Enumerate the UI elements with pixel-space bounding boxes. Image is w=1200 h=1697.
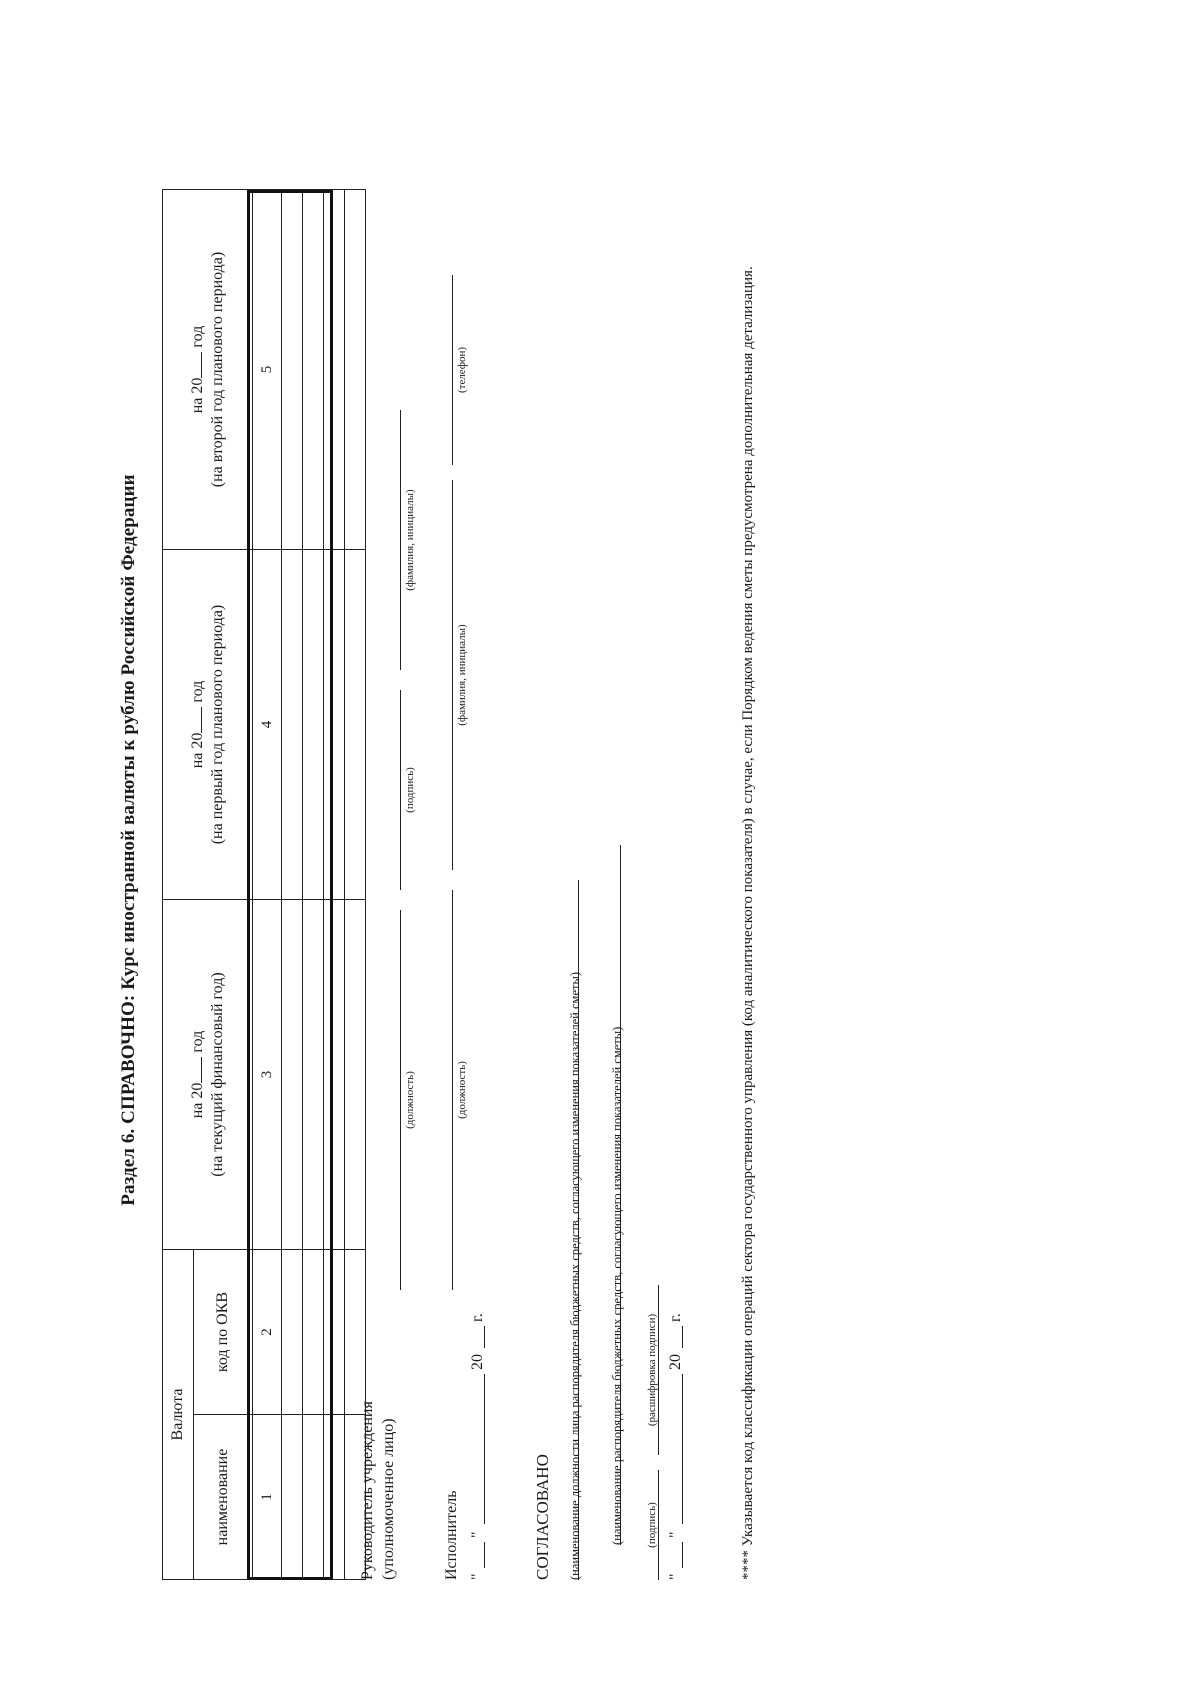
table-row xyxy=(303,190,324,1580)
table-row xyxy=(324,190,345,1580)
header-second-plan-year xyxy=(163,190,253,550)
header-second-plan-year-word: год xyxy=(189,325,206,348)
agreed-date-quote-open: " xyxy=(667,1573,684,1580)
header-currency-code: код по ОКВ xyxy=(194,1250,253,1415)
agreed-date-month-line[interactable] xyxy=(682,1374,683,1524)
head-position-line[interactable] xyxy=(400,910,401,1290)
section-title: Раздел 6. СПРАВОЧНО: Курс иностранной валюты к рублю Российской Федерации xyxy=(118,474,139,1206)
date-quote-close: " xyxy=(469,1531,486,1538)
date-quote-open: " xyxy=(469,1573,486,1580)
header-second-plan-year-desc: (на второй год планового периода) xyxy=(209,251,226,488)
column-number-row xyxy=(253,190,282,1580)
header-second-plan-year-prefix: на 20 xyxy=(189,377,206,414)
table-row xyxy=(345,190,366,1580)
agreed-heading: СОГЛАСОВАНО xyxy=(533,1454,552,1580)
agreed-date-year-line[interactable] xyxy=(682,1326,683,1348)
header-current-year-word: год xyxy=(189,1030,206,1053)
table-cell[interactable] xyxy=(282,550,303,900)
head-position-caption: (должность) xyxy=(404,1071,416,1129)
table-cell[interactable] xyxy=(303,1250,324,1415)
header-first-plan-year-prefix: на 20 xyxy=(189,732,206,769)
table-cell[interactable] xyxy=(282,1415,303,1580)
table-cell[interactable] xyxy=(303,190,324,550)
agreed-signature-line[interactable] xyxy=(658,1470,659,1580)
head-fio-caption: (фамилия, инициалы) xyxy=(404,489,416,591)
executor-phone-caption: (телефон) xyxy=(456,346,468,394)
currency-rate-table xyxy=(162,189,366,1580)
agreed-decoding-caption: (расшифровка подписи) xyxy=(646,1313,658,1427)
head-sublabel: (уполномоченное лицо) xyxy=(380,1418,397,1580)
agreed-date-day-line[interactable] xyxy=(682,1542,683,1568)
date-year-suffix: г. xyxy=(469,1313,486,1322)
currency-group-header: Валюта xyxy=(163,1250,194,1580)
date-day-line[interactable] xyxy=(484,1542,485,1568)
agreed-manager-caption: (наименование распорядителя бюджетных средств, согласующего изменения показателей сметы) xyxy=(610,1026,624,1545)
executor-phone-line[interactable] xyxy=(452,275,453,465)
column-number: 3 xyxy=(253,900,282,1250)
date-year-prefix: 20 xyxy=(469,1354,486,1370)
agreed-date-year-suffix: г. xyxy=(667,1313,684,1322)
column-number: 2 xyxy=(253,1250,282,1415)
head-fio-line[interactable] xyxy=(400,410,401,670)
agreed-signature-caption: (подпись) xyxy=(646,1502,658,1548)
header-first-plan-year-word: год xyxy=(189,680,206,703)
year-blank xyxy=(187,707,202,733)
header-current-year xyxy=(163,900,253,1250)
head-label: Руководитель учреждения xyxy=(359,1401,376,1580)
table-cell[interactable] xyxy=(324,900,345,1250)
table-cell[interactable] xyxy=(303,1415,324,1580)
table-cell[interactable] xyxy=(324,550,345,900)
column-number: 4 xyxy=(253,550,282,900)
agreed-decoding-line[interactable] xyxy=(658,1285,659,1455)
form-sheet xyxy=(100,60,1100,1620)
column-number: 5 xyxy=(253,190,282,550)
agreed-date-quote-close: " xyxy=(667,1531,684,1538)
year-blank xyxy=(187,1057,202,1083)
table-row xyxy=(282,190,303,1580)
agreed-official-caption: (наименование должности лица распорядителя бюджетных средств, согласующего изменения показателей сметы) xyxy=(568,971,582,1580)
table-cell[interactable] xyxy=(345,900,366,1250)
head-signature-caption: (подпись) xyxy=(404,767,416,813)
header-first-plan-year xyxy=(163,550,253,900)
table-cell[interactable] xyxy=(324,1250,345,1415)
executor-label: Исполнитель xyxy=(443,1490,460,1580)
header-current-year-desc: (на текущий финансовый год) xyxy=(209,972,226,1177)
header-current-year-prefix: на 20 xyxy=(189,1082,206,1119)
head-signature-line[interactable] xyxy=(400,690,401,890)
table-cell[interactable] xyxy=(282,190,303,550)
table-cell[interactable] xyxy=(345,550,366,900)
table-cell[interactable] xyxy=(303,900,324,1250)
table-cell[interactable] xyxy=(324,1415,345,1580)
executor-fio-line[interactable] xyxy=(452,480,453,870)
table-header-row xyxy=(163,190,194,1580)
table-cell[interactable] xyxy=(303,550,324,900)
table-cell[interactable] xyxy=(282,900,303,1250)
table-cell[interactable] xyxy=(345,190,366,550)
executor-fio-caption: (фамилия, инициалы) xyxy=(456,624,468,726)
table-cell[interactable] xyxy=(345,1250,366,1415)
header-first-plan-year-desc: (на первый год планового периода) xyxy=(209,604,226,845)
year-blank xyxy=(187,352,202,378)
table-cell[interactable] xyxy=(282,1250,303,1415)
column-number: 1 xyxy=(253,1415,282,1580)
date-month-line[interactable] xyxy=(484,1374,485,1524)
agreed-date-year-prefix: 20 xyxy=(667,1354,684,1370)
table-cell[interactable] xyxy=(324,190,345,550)
executor-position-caption: (должность) xyxy=(456,1061,468,1119)
executor-position-line[interactable] xyxy=(452,890,453,1290)
footnote: **** Указывается код классификации операций сектора государственного управления (код аналитического показателя) в случае, если Порядком ведения сметы предусмотрена дополнительная детализация. xyxy=(740,266,756,1580)
date-year-line[interactable] xyxy=(484,1326,485,1348)
header-currency-name: наименование xyxy=(194,1415,253,1580)
